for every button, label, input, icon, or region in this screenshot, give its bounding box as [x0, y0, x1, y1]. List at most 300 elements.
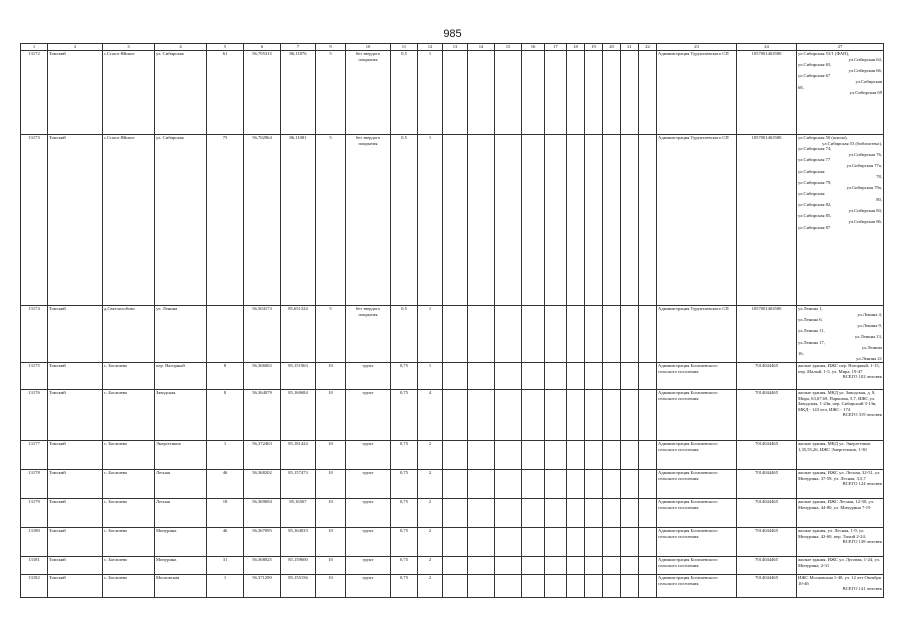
cell-empty: [585, 574, 603, 597]
cell-empty: [621, 440, 639, 469]
cell-house: 18: [207, 498, 244, 527]
cell-district: Томский: [48, 362, 103, 389]
cell-ogrn: 7014044465: [737, 469, 797, 498]
address-line: ул.Сибирская 53 (библиотека),: [822, 140, 882, 146]
column-header: 18: [567, 44, 585, 51]
cell-lon: 86,11876: [281, 51, 316, 135]
cell-lat: 56,705315: [244, 51, 281, 135]
cell-empty: [522, 306, 545, 363]
address-line: ул.Ленина 13,: [855, 333, 882, 339]
cell-lon: 85,181424: [281, 440, 316, 469]
column-header: 2: [48, 44, 103, 51]
cell-empty: [621, 527, 639, 556]
address-line: ул.Сибирская 76,: [848, 151, 882, 157]
address-line: ул.Сибирская 86,: [848, 218, 882, 224]
cell-c9: 5: [316, 51, 346, 135]
cell-house: 1: [207, 440, 244, 469]
address-line: ВСЕГО 102 человек: [842, 374, 882, 380]
cell-c9: 10: [316, 469, 346, 498]
cell-surface: грунт: [346, 389, 391, 440]
cell-empty: [585, 51, 603, 135]
cell-lat: 56,371290: [244, 574, 281, 597]
cell-empty: [603, 574, 621, 597]
cell-empty: [567, 135, 585, 306]
cell-empty: [468, 362, 495, 389]
cell-empty: [468, 527, 495, 556]
cell-id: 13175: [21, 362, 48, 389]
cell-street: Московская: [155, 574, 207, 597]
cell-c9: 10: [316, 498, 346, 527]
cell-empty: [495, 440, 522, 469]
cell-id: 13177: [21, 440, 48, 469]
cell-c11: 0,75: [391, 469, 418, 498]
cell-empty: [522, 469, 545, 498]
cell-empty: [495, 135, 522, 306]
cell-district: Томский: [48, 527, 103, 556]
cell-empty: [585, 498, 603, 527]
cell-c12: 1: [418, 135, 443, 306]
cell-empty: [621, 389, 639, 440]
address-line: ул.Сибирская: [855, 78, 882, 84]
cell-empty: [443, 135, 468, 306]
cell-district: Томский: [48, 440, 103, 469]
registry-table-container: [20, 43, 883, 592]
cell-c9: 10: [316, 440, 346, 469]
cell-empty: [639, 135, 657, 306]
cell-lat: 56,368025: [244, 556, 281, 574]
cell-house: 61: [207, 51, 244, 135]
address-line: жилые здания, МКД ул. Заводская, д. 8, Мира, 63,67,69, Парковая, 5,7, ИЖС ул. Заводская, 1-23в, пер. Сибирский 3-13в, МКД - 143 чел, ИЖС - 174: [798, 389, 877, 412]
cell-empty: [545, 389, 567, 440]
address-line: жилые здания, ИЖС ул. Лесная, 32-51, ул. Мичурина, 37-59, ул. Лесная, 3,5,7: [798, 469, 881, 481]
cell-lat: 56,369694: [244, 498, 281, 527]
cell-empty: [639, 51, 657, 135]
cell-empty: [585, 389, 603, 440]
cell-id: 13176: [21, 389, 48, 440]
address-line: ул.Ленина 17,: [798, 339, 825, 345]
cell-empty: [545, 574, 567, 597]
cell-c9: 5: [316, 135, 346, 306]
table-row: [21, 440, 884, 469]
cell-district: Томский: [48, 306, 103, 363]
cell-empty: [545, 527, 567, 556]
column-header: 20: [603, 44, 621, 51]
table-body: [21, 51, 884, 598]
address-line: ул.Сибирская 79а,: [846, 185, 882, 191]
header-row: [21, 44, 884, 51]
cell-empty: [621, 498, 639, 527]
address-line: ул.Ленина 4,: [857, 311, 882, 317]
address-line: ВСЕГО 138 человек: [842, 539, 882, 545]
table-row: [21, 527, 884, 556]
cell-lon: 85,160684: [281, 389, 316, 440]
cell-id: 13182: [21, 574, 48, 597]
cell-lat: 56,364079: [244, 389, 281, 440]
cell-empty: [495, 527, 522, 556]
cell-empty: [621, 51, 639, 135]
cell-empty: [603, 362, 621, 389]
cell-house: 46: [207, 469, 244, 498]
address-line: ул.Ленина 1,: [798, 306, 823, 311]
cell-org: Администрация Богашевского сельского поселения: [657, 498, 737, 527]
cell-c12: 2: [418, 498, 443, 527]
cell-empty: [545, 498, 567, 527]
cell-empty: [443, 440, 468, 469]
cell-empty: [522, 556, 545, 574]
cell-empty: [639, 574, 657, 597]
cell-ogrn: 7014044465: [737, 440, 797, 469]
cell-empty: [567, 574, 585, 597]
cell-empty: [545, 135, 567, 306]
cell-empty: [621, 574, 639, 597]
cell-street: Энергетиков: [155, 440, 207, 469]
cell-empty: [585, 135, 603, 306]
cell-org: Администрация Богашевского сельского поселения: [657, 389, 737, 440]
address-line: ул.Сибирская 66,: [848, 67, 882, 73]
cell-empty: [603, 135, 621, 306]
column-header: 16: [522, 44, 545, 51]
address-line: ул.Сибирская 84,: [848, 207, 882, 213]
cell-house: 8: [207, 362, 244, 389]
cell-ogrn: 1057001463580: [737, 306, 797, 363]
cell-empty: [468, 469, 495, 498]
cell-settlement: д.Светлолобово: [103, 306, 155, 363]
cell-empty: [545, 469, 567, 498]
cell-surface: грунт: [346, 527, 391, 556]
cell-street: Мичурина: [155, 556, 207, 574]
cell-empty: [585, 362, 603, 389]
cell-empty: [522, 527, 545, 556]
cell-empty: [522, 135, 545, 306]
address-line: ул.Ленина 6,: [798, 317, 823, 323]
page-number: 985: [443, 28, 462, 40]
cell-settlement: с.Спасо-Яйское: [103, 135, 155, 306]
column-header: 27: [797, 44, 884, 51]
table-row: [21, 498, 884, 527]
cell-empty: [567, 306, 585, 363]
cell-house: [207, 306, 244, 363]
column-header: 17: [545, 44, 567, 51]
address-line: ул.Сибирская 53/1 (ФАП),: [798, 51, 850, 56]
cell-empty: [603, 306, 621, 363]
cell-empty: [443, 51, 468, 135]
table-row: [21, 306, 884, 363]
cell-district: Томский: [48, 389, 103, 440]
column-header: 23: [657, 44, 737, 51]
address-line: ул.Сибирская 64,: [848, 56, 882, 62]
cell-lat: 56,368202: [244, 469, 281, 498]
cell-org: Администрация Турунтаевского СП: [657, 135, 737, 306]
cell-empty: [639, 440, 657, 469]
cell-empty: [639, 306, 657, 363]
table-row: [21, 469, 884, 498]
cell-c9: 10: [316, 389, 346, 440]
address-line: ВСЕГО 319 человек: [842, 412, 882, 418]
cell-id: 13173: [21, 135, 48, 306]
cell-street: Лесная: [155, 469, 207, 498]
cell-ogrn: 7014044465: [737, 362, 797, 389]
address-line: ИЖС Московская 1-40, ул. 12 лет Октября 10-46: [798, 574, 881, 586]
cell-empty: [567, 556, 585, 574]
cell-surface: без твердого покрытия: [346, 51, 391, 135]
cell-empty: [603, 556, 621, 574]
cell-surface: грунт: [346, 362, 391, 389]
cell-c9: 10: [316, 574, 346, 597]
cell-empty: [468, 574, 495, 597]
cell-c9: 10: [316, 362, 346, 389]
address-line: ул.Сибирская 67: [798, 73, 831, 79]
cell-c12: 1: [418, 51, 443, 135]
cell-empty: [585, 440, 603, 469]
cell-house: 75: [207, 135, 244, 306]
cell-empty: [639, 556, 657, 574]
cell-settlement: с. Богашево: [103, 556, 155, 574]
cell-ogrn: 1057001463580: [737, 135, 797, 306]
column-header: 7: [281, 44, 316, 51]
cell-c11: 0,75: [391, 574, 418, 597]
cell-empty: [603, 469, 621, 498]
cell-empty: [567, 498, 585, 527]
table-row: [21, 574, 884, 597]
address-line: жилые здания, МКД ул. Энергетиков 1,35,55,26, ИЖС Энергетиков, 1-30: [798, 440, 871, 452]
cell-empty: [495, 306, 522, 363]
address-line: 16,: [798, 350, 804, 356]
cell-surface: без твердого покрытия: [346, 135, 391, 306]
cell-empty: [443, 574, 468, 597]
cell-lon: 85,16567: [281, 498, 316, 527]
cell-c12: 2: [418, 556, 443, 574]
cell-empty: [621, 362, 639, 389]
cell-lon: 85,159600: [281, 556, 316, 574]
address-line: ул.Ленина 9,: [857, 322, 882, 328]
cell-empty: [639, 498, 657, 527]
cell-addresses: [797, 498, 884, 527]
cell-c12: 4: [418, 389, 443, 440]
table-row: [21, 389, 884, 440]
cell-lon: 86,11081: [281, 135, 316, 306]
cell-settlement: с. Богашево: [103, 527, 155, 556]
cell-addresses: [797, 574, 884, 597]
column-header: 5: [207, 44, 244, 51]
cell-street: ул. Сибирская: [155, 135, 207, 306]
cell-empty: [603, 527, 621, 556]
column-header: 3: [103, 44, 155, 51]
cell-empty: [443, 527, 468, 556]
cell-empty: [522, 389, 545, 440]
address-line: ул.Ленина 21: [856, 356, 882, 362]
cell-c12: 1: [418, 306, 443, 363]
column-header: 19: [585, 44, 603, 51]
cell-empty: [585, 527, 603, 556]
cell-c9: 10: [316, 556, 346, 574]
cell-empty: [567, 440, 585, 469]
cell-ogrn: 7014044465: [737, 527, 797, 556]
cell-c11: 0,75: [391, 498, 418, 527]
cell-empty: [567, 469, 585, 498]
cell-c11: 0,75: [391, 389, 418, 440]
cell-empty: [603, 498, 621, 527]
cell-id: 13180: [21, 527, 48, 556]
address-line: ул.Ленина: [861, 345, 882, 351]
cell-lat: 56,504173: [244, 306, 281, 363]
cell-empty: [522, 440, 545, 469]
cell-empty: [443, 389, 468, 440]
cell-lat: 56,367095: [244, 527, 281, 556]
cell-ogrn: 7014044465: [737, 574, 797, 597]
address-line: ул.Сибирская 82,: [798, 202, 832, 208]
cell-ogrn: 1057001463580: [737, 51, 797, 135]
cell-c12: 1: [418, 362, 443, 389]
cell-house: 46: [207, 527, 244, 556]
cell-empty: [495, 389, 522, 440]
cell-empty: [621, 469, 639, 498]
cell-empty: [639, 527, 657, 556]
cell-empty: [522, 362, 545, 389]
cell-c12: 2: [418, 527, 443, 556]
cell-org: Администрация Богашевского сельского поселения: [657, 574, 737, 597]
cell-lat: 56,372463: [244, 440, 281, 469]
cell-c9: 10: [316, 527, 346, 556]
cell-empty: [468, 306, 495, 363]
cell-empty: [545, 51, 567, 135]
column-header: 10: [346, 44, 391, 51]
address-line: ВСЕГО 124 человек: [842, 481, 882, 487]
cell-addresses: [797, 440, 884, 469]
cell-surface: грунт: [346, 440, 391, 469]
table-row: [21, 135, 884, 306]
cell-empty: [495, 556, 522, 574]
column-header: 13: [443, 44, 468, 51]
cell-empty: [585, 306, 603, 363]
cell-empty: [522, 51, 545, 135]
cell-lat: 56,702964: [244, 135, 281, 306]
cell-ogrn: 7014044465: [737, 498, 797, 527]
cell-empty: [603, 440, 621, 469]
address-line: жилые здания, ИЖС Лесная, 12-30, ул. Мичурина, 44-80, ул. Мичурина 7-19: [798, 498, 874, 510]
column-header: 4: [155, 44, 207, 51]
cell-addresses: [797, 389, 884, 440]
cell-lat: 56,366002: [244, 362, 281, 389]
cell-empty: [585, 469, 603, 498]
address-line: ул.Сибирская 87: [798, 224, 831, 230]
cell-empty: [567, 389, 585, 440]
cell-settlement: с. Богашево: [103, 440, 155, 469]
address-line: жилые здания, ИЖС ул. Луговая, 1-24, ул. Мичурина, 2-31: [798, 556, 881, 568]
address-line: ул.Сибирская 69: [849, 90, 882, 96]
cell-settlement: с. Богашево: [103, 469, 155, 498]
address-line: ул.Сибирская: [798, 168, 825, 174]
cell-empty: [567, 527, 585, 556]
column-header: 9: [316, 44, 346, 51]
column-header: 21: [621, 44, 639, 51]
address-line: ул.Ленина 11,: [798, 328, 825, 334]
cell-empty: [468, 389, 495, 440]
cell-empty: [443, 306, 468, 363]
column-header: 14: [468, 44, 495, 51]
cell-empty: [603, 51, 621, 135]
cell-street: пер. Нагорный: [155, 362, 207, 389]
address-line: жилые здания, ул. Лесная, 1-9, ул. Мичурина, 42-60, пер. Тихий 2-24,: [798, 527, 866, 539]
column-header: 24: [737, 44, 797, 51]
cell-empty: [567, 362, 585, 389]
cell-empty: [621, 306, 639, 363]
cell-c11: 0,5: [391, 51, 418, 135]
cell-org: Администрация Богашевского сельского поселения: [657, 362, 737, 389]
column-header: 1: [21, 44, 48, 51]
cell-empty: [468, 556, 495, 574]
registry-table: [20, 43, 884, 598]
cell-addresses: [797, 306, 884, 363]
address-line: ул.Сибирская 77а,: [846, 162, 882, 168]
cell-house: 8: [207, 389, 244, 440]
cell-house: 1: [207, 574, 244, 597]
cell-c11: 0,75: [391, 440, 418, 469]
address-line: 80,: [876, 196, 882, 202]
address-line: ул.Сибирская 77: [798, 157, 831, 163]
cell-empty: [443, 556, 468, 574]
cell-district: Томский: [48, 574, 103, 597]
cell-settlement: с. Богашево: [103, 574, 155, 597]
cell-settlement: с.Спасо-Яйское: [103, 51, 155, 135]
cell-c11: 0,75: [391, 527, 418, 556]
cell-district: Томский: [48, 556, 103, 574]
column-header: 11: [391, 44, 418, 51]
cell-id: 13172: [21, 51, 48, 135]
column-header: 15: [495, 44, 522, 51]
cell-empty: [545, 362, 567, 389]
cell-lon: 85,155156: [281, 574, 316, 597]
cell-district: Томский: [48, 51, 103, 135]
cell-empty: [522, 574, 545, 597]
cell-street: ул. Сибирская: [155, 51, 207, 135]
cell-c12: 2: [418, 440, 443, 469]
address-line: ул.Сибирская 79,: [798, 179, 832, 185]
cell-district: Томский: [48, 135, 103, 306]
cell-empty: [495, 574, 522, 597]
cell-org: Администрация Богашевского сельского поселения: [657, 440, 737, 469]
cell-c12: 2: [418, 574, 443, 597]
cell-org: Администрация Турунтаевского СП: [657, 306, 737, 363]
cell-street: Заводская: [155, 389, 207, 440]
cell-id: 13179: [21, 498, 48, 527]
cell-empty: [495, 498, 522, 527]
cell-empty: [495, 469, 522, 498]
table-row: [21, 362, 884, 389]
cell-c11: 0,75: [391, 556, 418, 574]
cell-c11: 0,5: [391, 306, 418, 363]
cell-empty: [468, 51, 495, 135]
cell-c9: 5: [316, 306, 346, 363]
cell-empty: [585, 556, 603, 574]
cell-addresses: [797, 556, 884, 574]
cell-c11: 0,5: [391, 135, 418, 306]
cell-lon: 85,164033: [281, 527, 316, 556]
cell-lon: 85,157473: [281, 469, 316, 498]
cell-org: Администрация Богашевского сельского поселения: [657, 469, 737, 498]
cell-house: 31: [207, 556, 244, 574]
cell-empty: [495, 51, 522, 135]
address-line: ВСЕГО 141 человек: [842, 586, 882, 592]
cell-empty: [468, 135, 495, 306]
cell-street: Лесная: [155, 498, 207, 527]
cell-empty: [443, 469, 468, 498]
cell-empty: [468, 440, 495, 469]
cell-id: 13174: [21, 306, 48, 363]
cell-empty: [621, 135, 639, 306]
cell-empty: [603, 389, 621, 440]
cell-empty: [545, 306, 567, 363]
address-line: 68,: [798, 84, 804, 90]
